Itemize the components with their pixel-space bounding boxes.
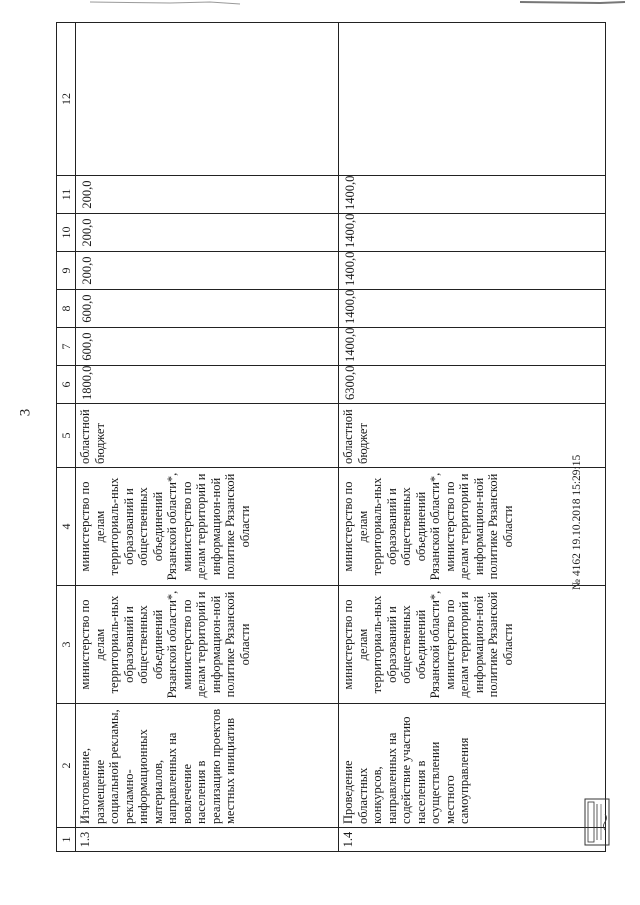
header-cell: 5 [57,404,76,468]
rotated-table-wrapper [56,23,606,852]
coexecutor: министерство по делам территориаль-ных образований и общественных объединений Рязанской области*, министерство по делам территорий и информацион-ной политике Рязанской области [76,468,339,586]
page-number: 3 [17,408,34,417]
table-row [76,23,339,852]
row-number: 1.3 [76,828,339,852]
registration-footer: № 4162 19.10.2018 15:29:15 [571,454,583,590]
year-amount: 1400,0 [339,176,606,214]
header-cell: 4 [57,468,76,586]
header-cell: 11 [57,176,76,214]
header-row [57,23,76,852]
year-amount: 1400,0 [339,214,606,252]
header-cell: 1 [57,828,76,852]
registration-stamp-icon [583,796,613,848]
header-cell: 3 [57,586,76,704]
year-amount: 600,0 [76,328,339,366]
header-cell: 9 [57,252,76,290]
header-cell: 10 [57,214,76,252]
program-table [56,22,606,852]
header-cell: 2 [57,704,76,828]
header-cell: 8 [57,290,76,328]
year-amount: 1400,0 [339,328,606,366]
funding-source: областной бюджет [76,404,339,468]
header-cell: 12 [57,23,76,176]
year-amount: 200,0 [76,252,339,290]
result-cell [339,23,606,176]
year-amount: 600,0 [76,290,339,328]
total-amount: 6300,0 [339,366,606,404]
year-amount: 200,0 [76,176,339,214]
year-amount: 200,0 [76,214,339,252]
total-amount: 1800,0 [76,366,339,404]
result-cell [76,23,339,176]
executor: министерство по делам территориаль-ных образований и общественных объединений Рязанской области*, министерство по делам территорий и информацион-ной политике Рязанской области [76,586,339,704]
coexecutor: министерство по делам территориаль-ных образований и общественных объединений Рязанской области*, министерство по делам территорий и информацион-ной политике Рязанской области [339,468,606,586]
funding-source: областной бюджет [339,404,606,468]
row-number: 1.4 [339,828,606,852]
year-amount: 1400,0 [339,290,606,328]
scan-edge-artifact [0,0,640,8]
year-amount: 1400,0 [339,252,606,290]
table-row [339,23,606,852]
header-cell: 6 [57,366,76,404]
header-cell: 7 [57,328,76,366]
activity-name: Проведение областных конкурсов, направленных на содействие участию населения в осуществлении местного самоуправления [339,704,606,828]
activity-name: Изготовление, размещение социальной рекламы, рекламно-информационных материалов, направленных на вовлечение населения в реализацию проектов местных инициатив [76,704,339,828]
executor: министерство по делам территориаль-ных образований и общественных объединений Рязанской области*, министерство по делам территорий и информацион-ной политике Рязанской области [339,586,606,704]
